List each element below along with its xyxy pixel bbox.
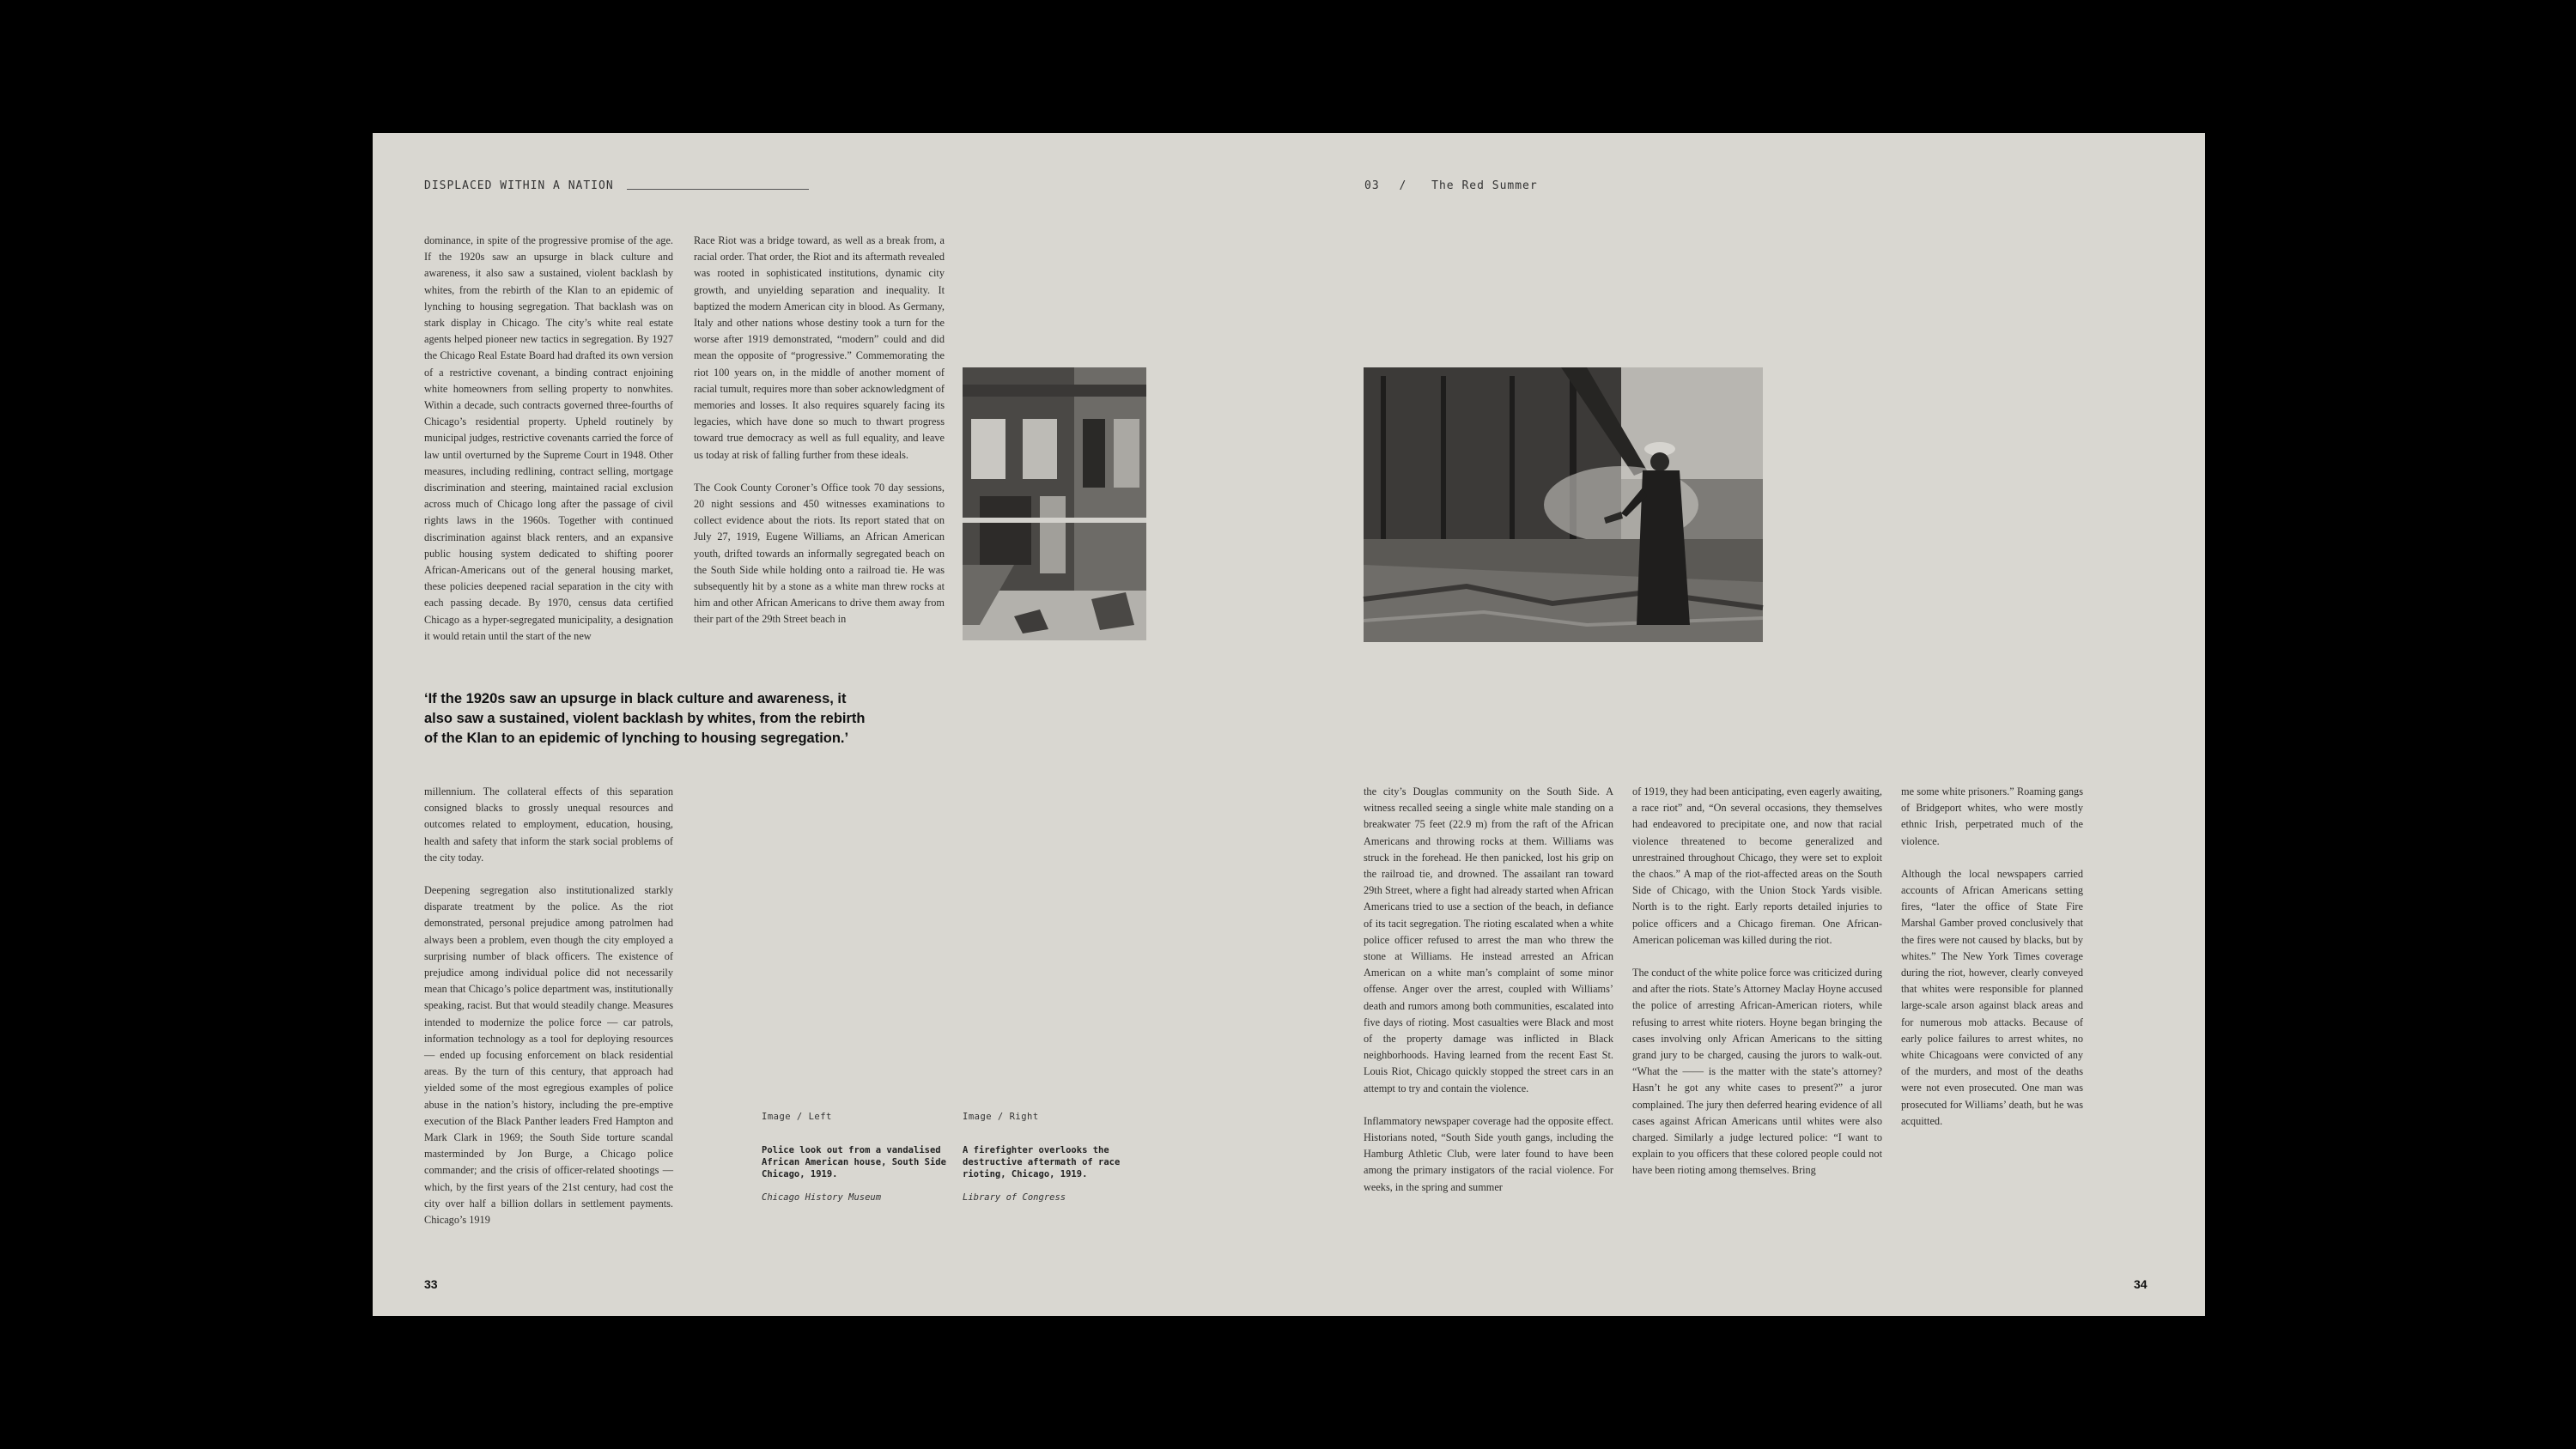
caption-image-left <box>762 1112 946 1203</box>
left-column-2-top <box>694 233 945 634</box>
caption-label: Image / Left <box>762 1112 832 1122</box>
photo-vandalised-house <box>963 367 1146 640</box>
paragraph: Inflammatory newspaper coverage had the opposite effect. Historians noted, “South Side youth gangs, including the Hamburg Athletic Club, were later found to have been among the primary instigators of the racial violence. For weeks, in the spring and summer <box>1364 1114 1613 1193</box>
page-number-right: 34 <box>2134 1277 2148 1291</box>
caption-label: Image / Right <box>963 1112 1039 1122</box>
page-number-left: 33 <box>424 1277 438 1291</box>
paragraph: millennium. The collateral effects of this separation consigned blacks to grossly unequal resources and outcomes related to employment, education, housing, health and safety that inform the stark social problems of the city today. <box>424 785 673 864</box>
right-column-3 <box>1901 784 2083 1161</box>
paragraph: me some white prisoners.” Roaming gangs of Bridgeport whites, who were mostly ethnic Irish, perpetrated much of the violence. <box>1901 785 2083 847</box>
caption-body: A firefighter overlooks the destructive aftermath of race rioting, Chicago, 1919. <box>963 1145 1121 1179</box>
left-column-1-top <box>424 233 673 642</box>
paragraph: of 1919, they had been anticipating, even eagerly awaiting, a race riot” and, “On several occasions, they themselves had endeavored to precipitate one, and now that racial violence threatened to become generalized and unrestrained throughout Chicago, they were set to exploit the chaos.” A map of the riot-affected areas on the South Side of Chicago, with the Union Stock Yards visible. North is to the right. Early reports detailed injuries to police officers and a Chicago fireman. One African-American policeman was killed during the riot. <box>1632 785 1882 946</box>
paragraph: the city’s Douglas community on the South Side. A witness recalled seeing a single white male standing on a breakwater 75 feet (22.9 m) from the raft of the African Americans and throwing rocks at them. Williams was struck in the forehead. He then panicked, lost his grip on the railroad tie, and drowned. The assailant ran toward 29th Street, where a fight had already started when African Americans tried to use a section of the beach, in defiance of its tacit segregation. The rioting escalated when a white police officer refused to arrest the man who threw the stone at Williams. He instead arrested an African American on a white man’s complaint of some minor offense. Anger over the arrest, coupled with Williams’ death and rumors among both communities, escalated into five days of rioting. Most casualties were Black and most of the property damage was inflicted in Black neighborhoods. Having learned from the recent East St. Louis Riot, Chicago quickly stopped the street cars in an attempt to try and contain the violence. <box>1364 785 1613 1094</box>
caption-source: Library of Congress <box>963 1192 1066 1203</box>
paragraph: Deepening segregation also institutionalized starkly disparate treatment by the police. As the riot demonstrated, personal prejudice among patrolmen had always been a problem, even though the city employed a surprising number of black officers. The existence of prejudice among individual police did not necessarily mean that Chicago’s police department was, institutionally speaking, racist. But that would steadily change. Measures intended to modernize the police force — car patrols, information technology as a tool for deploying resources — ended up focusing enforcement on black residential areas. By the turn of this century, that approach had yielded some of the most egregious examples of police abuse in the nation’s history, including the pre-emptive execution of the Black Panther leaders Fred Hampton and Mark Clark in 1969; the South Side torture scandal masterminded by Jon Burge, a Chicago police commander; and the crisis of officer-related shootings — which, by the first years of the 21st century, had cost the city over half a billion dollars in settlement payments. Chicago’s 1919 <box>424 884 673 1227</box>
paragraph: dominance, in spite of the progressive promise of the age. If the 1920s saw an upsurge in black culture and awareness, it also saw a sustained, violent backlash by whites, from the rebirth of the Klan to an epidemic of lynching to housing segregation. That backlash was on stark display in Chicago. The city’s white real estate agents helped pioneer new tactics in segregation. By 1927 the Chicago Real Estate Board had drafted its own version of a restrictive covenant, a binding contract enjoining white homeowners from selling property to nonwhites. Within a decade, such contracts governed three-fourths of Chicago’s residential property. Upheld routinely by municipal judges, restrictive covenants carried the force of law until overturned by the Supreme Court in 1948. Other measures, including redlining, contract selling, mortgage discrimination and steering, maintained racial exclusion across much of Chicago long after the passage of civil rights laws in the 1960s. Together with continued discrimination against black renters, and an expansive public housing system dedicated to shifting poorer African-Americans out of the general housing market, these policies deepened racial separation in the city with each passing decade. By 1970, census data certified Chicago as a hyper-segregated municipality, a designation it would retain until the start of the new <box>424 234 673 642</box>
chapter-title: The Red Summer <box>1431 179 1538 192</box>
firefighter-photo-illustration <box>1364 367 1763 642</box>
house-photo-illustration <box>963 367 1146 640</box>
running-head-rule <box>627 189 809 190</box>
pull-quote: ‘If the 1920s saw an upsurge in black culture and awareness, it also saw a sustained, violent backlash by whites, from the rebirth of the Klan to an epidemic of lynching to housing segregation.’ <box>424 691 866 746</box>
paragraph: Race Riot was a bridge toward, as well as a break from, a racial order. That order, the Riot and its aftermath revealed was rooted in sophisticated institutions, dynamic city growth, and unyielding separation and inequality. It baptized the modern American city in blood. As Germany, Italy and other nations whose destiny took a turn for the worse after 1919 demonstrated, “modern” could and did mean the opposite of “progressive.” Commemorating the riot 100 years on, in the middle of another moment of racial tumult, requires more than sober acknowledgment of memories and losses. It also requires squarely facing its legacies, which have done so much to thwart progress toward true democracy as well as full equality, and leave us today at risk of falling further from these ideals. <box>694 234 945 461</box>
caption-body: Police look out from a vandalised African American house, South Side Chicago, 1919. <box>762 1145 946 1179</box>
running-head-left: DISPLACED WITHIN A NATION <box>424 179 614 192</box>
caption-image-right <box>963 1112 1147 1203</box>
magazine-spread <box>373 133 2205 1316</box>
paragraph: The Cook County Coroner’s Office took 70 day sessions, 20 night sessions and 450 witnesses examinations to collect evidence about the riots. Its report stated that on July 27, 1919, Eugene Williams, an African American youth, drifted towards an informally segregated beach on the South Side while holding onto a railroad tie. He was subsequently hit by a stone as a white man threw rocks at him and other African Americans to drive them away from their part of the 29th Street beach in <box>694 481 945 626</box>
right-column-1 <box>1364 784 1613 1234</box>
chapter-number: 03 <box>1364 179 1380 192</box>
left-column-1-bottom <box>424 784 673 1230</box>
paragraph: The conduct of the white police force was criticized during and after the riots. State’s Attorney Maclay Hoyne accused the police of arresting African-American rioters, while refusing to arrest white rioters. Hoyne began bringing the cases involving only African Americans to the sitting grand jury to be charged, causing the jurors to walk-out. “What the —— is the matter with the state’s attorney? Hasn’t he got any white cases to present?” a juror complained. The jury then deferred hearing evidence of all cases against African Americans until whites were also charged. Similarly a judge lectured police: “I want to explain to you officers that these colored people could not have been rioting among themselves. Bring <box>1632 967 1882 1177</box>
running-head-right <box>1364 179 1538 192</box>
caption-source: Chicago History Museum <box>762 1192 882 1203</box>
chapter-separator: / <box>1399 179 1407 192</box>
right-column-2 <box>1632 784 1882 1234</box>
photo-firefighter <box>1364 367 1763 642</box>
paragraph: Although the local newspapers carried accounts of African Americans setting fires, “later the office of State Fire Marshal Gamber proved conclusively that the fires were not caused by blacks, but by whites.” The New York Times coverage during the riot, however, clearly conveyed that whites were responsible for planned large-scale arson against black areas and for numerous mob attacks. Because of early police failures to arrest whites, no white Chicagoans were convicted of any of the murders, and most of the deaths were not even prosecuted. One man was prosecuted for Williams’ death, but he was acquitted. <box>1901 867 2083 1127</box>
